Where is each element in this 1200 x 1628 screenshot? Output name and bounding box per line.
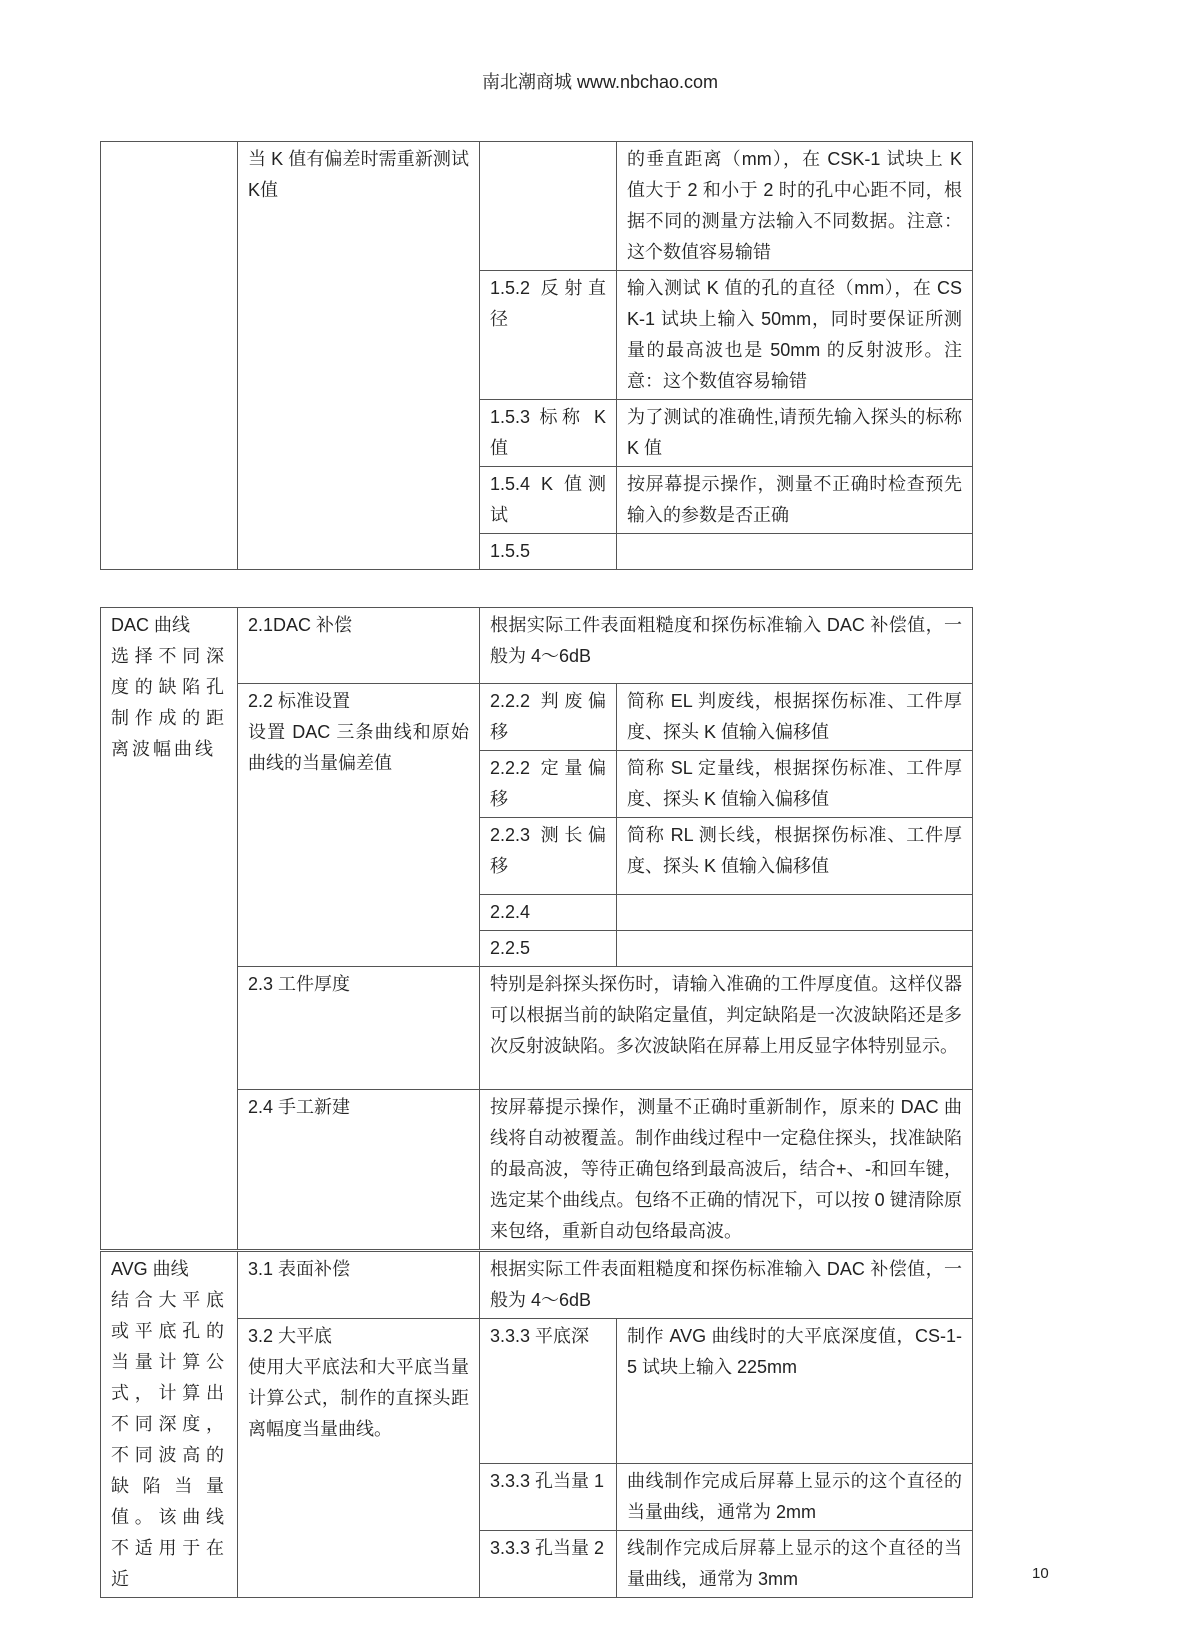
desc-cell: 为了测试的准确性,请预先输入探头的标称 K 值 (617, 400, 973, 467)
sub-item-cell: 2.2.2 判废偏移 (480, 684, 617, 751)
desc-cell: 根据实际工件表面粗糙度和探伤标准输入 DAC 补偿值，一般为 4～6dB (480, 608, 973, 684)
item-title: 3.2 大平底 (248, 1326, 333, 1346)
item-cell: 1.5.4 K 值测试 (480, 467, 617, 534)
desc-cell: 曲线制作完成后屏幕上显示的这个直径的当量曲线，通常为 2mm (617, 1464, 973, 1531)
section-note: 当 K 值有偏差时需重新测试K值 (238, 142, 480, 570)
sub-item-cell: 2.2.4 (480, 895, 617, 931)
item-cell: 2.3 工件厚度 (238, 967, 480, 1090)
item-cell (238, 1319, 480, 1598)
table-dac-curve (100, 607, 973, 1250)
section-desc: 结合大平底或平底孔的当量计算公式，计算出不同深度，不同波高的缺陷当量值。该曲线不适用于在近 (111, 1290, 227, 1589)
sub-item-cell: 2.2.2 定量偏移 (480, 751, 617, 818)
sub-item-cell: 3.3.3 孔当量 1 (480, 1464, 617, 1531)
item-cell: 1.5.3 标称 K 值 (480, 400, 617, 467)
item-cell (480, 142, 617, 271)
sub-item-cell: 2.2.3 测长偏移 (480, 818, 617, 895)
desc-cell: 的垂直距离（mm），在 CSK-1 试块上 K 值大于 2 和小于 2 时的孔中心距不同，根据不同的测量方法输入不同数据。注意：这个数值容易输错 (617, 142, 973, 271)
item-cell (238, 684, 480, 967)
table-avg-curve (100, 1251, 973, 1598)
section-cell (101, 1252, 238, 1598)
desc-cell: 按屏幕提示操作，测量不正确时重新制作，原来的 DAC 曲线将自动被覆盖。制作曲线过程中一定稳住探头，找准缺陷的最高波，等待正确包络到最高波后，结合+、-和回车键，选定某个曲线点。包络不正确的情况下，可以按 0 键清除原来包络，重新自动包络最高波。 (480, 1090, 973, 1250)
section-title: AVG 曲线 (111, 1259, 189, 1279)
desc-cell: 按屏幕提示操作，测量不正确时检查预先输入的参数是否正确 (617, 467, 973, 534)
desc-cell (617, 895, 973, 931)
desc-cell: 简称 EL 判废线，根据探伤标准、工件厚度、探头 K 值输入偏移值 (617, 684, 973, 751)
section-cell (101, 608, 238, 1250)
item-title: 2.2 标准设置 (248, 691, 351, 711)
item-cell: 2.4 手工新建 (238, 1090, 480, 1250)
sub-item-cell: 2.2.5 (480, 931, 617, 967)
desc-cell (617, 931, 973, 967)
page-number: 10 (1032, 1565, 1049, 1582)
section-cell (101, 142, 238, 570)
section-desc: 选择不同深度的缺陷孔制作成的距离波幅曲线 (111, 646, 227, 759)
item-cell: 2.1DAC 补偿 (238, 608, 480, 684)
item-desc: 设置 DAC 三条曲线和原始曲线的当量偏差值 (248, 722, 469, 773)
desc-cell: 根据实际工件表面粗糙度和探伤标准输入 DAC 补偿值，一般为 4～6dB (480, 1252, 973, 1319)
sub-item-cell: 3.3.3 孔当量 2 (480, 1531, 617, 1598)
item-cell: 1.5.2 反射直径 (480, 271, 617, 400)
item-cell: 3.1 表面补偿 (238, 1252, 480, 1319)
section-title: DAC 曲线 (111, 615, 191, 635)
desc-cell: 特别是斜探头探伤时，请输入准确的工件厚度值。这样仪器可以根据当前的缺陷定量值，判定缺陷是一次波缺陷还是多次反射波缺陷。多次波缺陷在屏幕上用反显字体特别显示。 (480, 967, 973, 1090)
sub-item-cell: 3.3.3 平底深 (480, 1319, 617, 1464)
table-k-value (100, 141, 973, 570)
desc-cell (617, 534, 973, 570)
desc-cell: 线制作完成后屏幕上显示的这个直径的当量曲线，通常为 3mm (617, 1531, 973, 1598)
item-desc: 使用大平底法和大平底当量计算公式，制作的直探头距离幅度当量曲线。 (248, 1357, 469, 1439)
desc-cell: 制作 AVG 曲线时的大平底深度值，CS-1-5 试块上输入 225mm (617, 1319, 973, 1464)
item-cell: 1.5.5 (480, 534, 617, 570)
desc-cell: 简称 SL 定量线，根据探伤标准、工件厚度、探头 K 值输入偏移值 (617, 751, 973, 818)
page-header: 南北潮商城 www.nbchao.com (481, 72, 719, 92)
desc-cell: 简称 RL 测长线，根据探伤标准、工件厚度、探头 K 值输入偏移值 (617, 818, 973, 895)
desc-cell: 输入测试 K 值的孔的直径（mm），在 CSK-1 试块上输入 50mm，同时要保证所测量的最高波也是 50mm 的反射波形。注意：这个数值容易输错 (617, 271, 973, 400)
